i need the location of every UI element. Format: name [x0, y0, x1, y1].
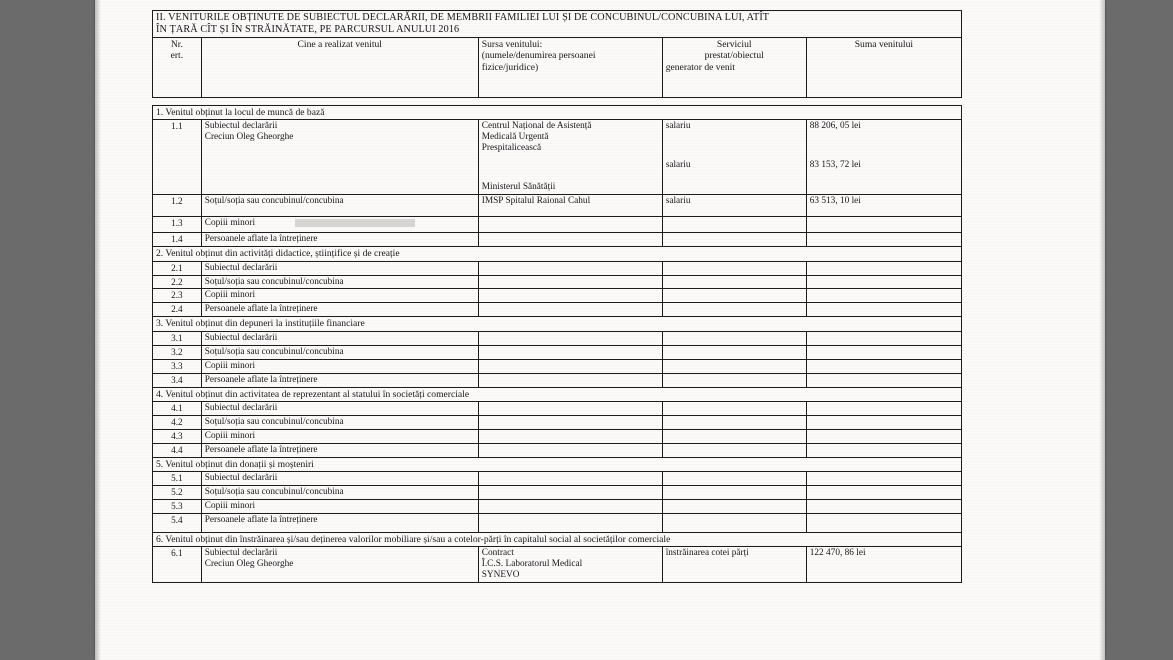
row-service	[662, 373, 806, 387]
section-heading-1-label: 1. Venitul obținut la locul de muncă de bază	[153, 106, 962, 120]
row-nr: 5.3	[153, 500, 202, 514]
row-source	[478, 217, 662, 233]
row-nr: 1.4	[153, 233, 202, 247]
row-service	[662, 514, 806, 533]
section-heading-1	[153, 106, 962, 120]
row-nr: 6.1	[153, 547, 202, 583]
row-who: Soțul/soția sau concubinul/concubina	[201, 486, 478, 500]
table-row	[153, 429, 962, 443]
row-nr: 3.4	[153, 373, 202, 387]
row-who: Subiectul declarării	[201, 401, 478, 415]
row-source	[478, 547, 662, 583]
row-sum	[806, 472, 961, 486]
row-source	[478, 401, 662, 415]
row-sum	[806, 359, 961, 373]
section-heading-2	[153, 247, 962, 261]
row-source	[478, 472, 662, 486]
table-row	[153, 275, 962, 289]
row-source-line1: Centrul Național de Asistență	[481, 121, 592, 132]
row-sum	[806, 275, 961, 289]
income-declaration-table	[152, 10, 962, 583]
row-source-line1: Contract	[481, 548, 514, 559]
table-row	[153, 303, 962, 317]
row-who: Copiii minori	[201, 500, 478, 514]
row-who-line2: Creciun Oleg Gheorghe	[204, 132, 294, 143]
row-who	[201, 120, 478, 195]
row-source	[478, 443, 662, 457]
row-who	[201, 217, 478, 233]
row-service	[662, 401, 806, 415]
section-heading-6	[153, 533, 962, 547]
row-sum	[806, 289, 961, 303]
row-nr: 5.2	[153, 486, 202, 500]
row-source	[478, 331, 662, 345]
row-service	[662, 345, 806, 359]
section-heading-5-label: 5. Venitul obținut din donații și moșteniri	[153, 457, 962, 471]
section-heading-5	[153, 457, 962, 471]
row-nr: 4.2	[153, 415, 202, 429]
row-who-line2: Creciun Oleg Gheorghe	[204, 559, 294, 570]
col-header-nr-line1: Nr.	[170, 39, 183, 51]
row-source	[478, 289, 662, 303]
row-who: Subiectul declarării	[201, 261, 478, 275]
row-who	[201, 547, 478, 583]
table-row	[153, 514, 962, 533]
row-sum: 63 513, 10 lei	[806, 195, 961, 217]
row-sum	[806, 514, 961, 533]
row-source-line2: Î.C.S. Laboratorul Medical	[481, 559, 583, 570]
row-who: Persoanele aflate la întreținere	[201, 514, 478, 533]
table-row	[153, 195, 962, 217]
row-source-line4: Ministerul Sănătății	[481, 182, 556, 193]
col-header-sum: Suma venitului	[806, 38, 961, 98]
table-row	[153, 261, 962, 275]
row-who: Copiii minori	[201, 289, 478, 303]
row-service	[662, 261, 806, 275]
row-who: Persoanele aflate la întreținere	[201, 373, 478, 387]
row-nr: 3.2	[153, 345, 202, 359]
row-who-line1: Subiectul declarării	[204, 121, 278, 132]
row-nr: 1.3	[153, 217, 202, 233]
row-service: salariu	[662, 195, 806, 217]
row-who: Persoanele aflate la întreținere	[201, 233, 478, 247]
section-heading-4-label: 4. Venitul obținut din activitatea de reprezentant al statului în societăți comerciale	[153, 387, 962, 401]
row-service	[662, 120, 806, 195]
row-who: Persoanele aflate la întreținere	[201, 443, 478, 457]
row-sum	[806, 217, 961, 233]
row-who: Soțul/soția sau concubinul/concubina	[201, 275, 478, 289]
row-sum	[806, 429, 961, 443]
row-who: Persoanele aflate la întreținere	[201, 303, 478, 317]
row-source	[478, 429, 662, 443]
row-source-line3: Prespitalicească	[481, 143, 542, 154]
row-source	[478, 500, 662, 514]
row-nr: 2.2	[153, 275, 202, 289]
redaction-bar	[295, 219, 415, 227]
row-service	[662, 443, 806, 457]
row-source	[478, 345, 662, 359]
row-service	[662, 429, 806, 443]
row-nr: 5.1	[153, 472, 202, 486]
col-header-service-line3: generator de venit	[665, 61, 735, 73]
row-sum	[806, 120, 961, 195]
row-nr: 1.2	[153, 195, 202, 217]
row-who: Copiii minori	[201, 359, 478, 373]
row-sum	[806, 345, 961, 359]
table-row	[153, 217, 962, 233]
table-row	[153, 547, 962, 583]
table-row	[153, 443, 962, 457]
row-source	[478, 359, 662, 373]
row-source	[478, 514, 662, 533]
table-title-line2: ÎN ȚARĂ CÎT ȘI ÎN STRĂINĂTATE, PE PARCURSUL ANULUI 2016	[156, 24, 460, 36]
row-sum	[806, 233, 961, 247]
section-heading-4	[153, 387, 962, 401]
row-sum	[806, 500, 961, 514]
section-heading-2-label: 2. Venitul obținut din activități didactice, științifice și de creație	[153, 247, 962, 261]
row-sum: 122 470, 86 lei	[806, 547, 961, 583]
row-sum	[806, 486, 961, 500]
col-header-service-line2: prestat/obiectul	[704, 50, 764, 62]
row-nr: 3.3	[153, 359, 202, 373]
table-header-row	[153, 38, 962, 98]
row-source	[478, 303, 662, 317]
row-service	[662, 331, 806, 345]
row-nr: 2.4	[153, 303, 202, 317]
row-sum	[806, 401, 961, 415]
col-header-service	[662, 38, 806, 98]
row-who: Soțul/soția sau concubinul/concubina	[201, 195, 478, 217]
row-service	[662, 289, 806, 303]
row-service	[662, 233, 806, 247]
row-sum	[806, 303, 961, 317]
row-nr: 5.4	[153, 514, 202, 533]
table-row	[153, 472, 962, 486]
row-who: Subiectul declarării	[201, 472, 478, 486]
table-row	[153, 486, 962, 500]
row-sum	[806, 331, 961, 345]
row-service	[662, 303, 806, 317]
row-sum	[806, 443, 961, 457]
table-row	[153, 289, 962, 303]
row-sum	[806, 373, 961, 387]
row-service	[662, 217, 806, 233]
row-who: Copiii minori	[201, 429, 478, 443]
row-source	[478, 373, 662, 387]
col-header-source-line1: Sursa venitului:	[481, 39, 543, 51]
row-sum	[806, 415, 961, 429]
row-nr: 1.1	[153, 120, 202, 195]
section-heading-3	[153, 317, 962, 331]
table-title-row	[153, 11, 962, 38]
row-sum-1: 88 206, 05 lei	[809, 121, 861, 132]
row-nr: 2.3	[153, 289, 202, 303]
row-who: Soțul/soția sau concubinul/concubina	[201, 415, 478, 429]
row-service	[662, 500, 806, 514]
page-left-shadow	[95, 0, 101, 660]
row-service	[662, 359, 806, 373]
spacer-row	[153, 98, 962, 106]
row-who: Subiectul declarării	[201, 331, 478, 345]
row-service	[662, 472, 806, 486]
table-title-line1: II. VENITURILE OBȚINUTE DE SUBIECTUL DECLARĂRII, DE MEMBRII FAMILIEI LUI ȘI DE CONCUBINUL/CONCUBINA LUI, ATÎT	[156, 12, 770, 23]
row-nr: 3.1	[153, 331, 202, 345]
page-right-shadow	[1099, 0, 1105, 660]
row-source	[478, 261, 662, 275]
row-sum-2: 83 153, 72 lei	[809, 160, 861, 171]
table-title	[153, 11, 962, 38]
row-who-line1: Subiectul declarării	[204, 548, 278, 559]
row-service-2: salariu	[665, 160, 691, 171]
row-source-line3: SYNEVO	[481, 570, 520, 581]
row-source	[478, 486, 662, 500]
table-row	[153, 233, 962, 247]
table-row	[153, 415, 962, 429]
row-service	[662, 486, 806, 500]
col-header-source	[478, 38, 662, 98]
col-header-who: Cine a realizat venitul	[201, 38, 478, 98]
section-heading-3-label: 3. Venitul obținut din depuneri la instituțiile financiare	[153, 317, 962, 331]
table-row	[153, 345, 962, 359]
row-sum	[806, 261, 961, 275]
col-header-nr	[153, 38, 202, 98]
table-row	[153, 359, 962, 373]
table-row	[153, 500, 962, 514]
col-header-service-line1: Serviciul	[716, 39, 752, 51]
row-nr: 4.1	[153, 401, 202, 415]
col-header-source-line3: fizice/juridice)	[481, 61, 539, 73]
row-source-line2: Medicală Urgentă	[481, 132, 549, 143]
table-row	[153, 373, 962, 387]
row-source: IMSP Spitalul Raional Cahul	[478, 195, 662, 217]
col-header-nr-line2: ert.	[170, 50, 184, 62]
row-service	[662, 275, 806, 289]
col-header-source-line2: (numele/denumirea persoanei	[481, 50, 596, 62]
row-source	[478, 120, 662, 195]
row-source	[478, 275, 662, 289]
table-row	[153, 401, 962, 415]
row-who-label: Copiii minori	[204, 218, 256, 229]
row-source	[478, 233, 662, 247]
row-service-1: salariu	[665, 121, 691, 132]
section-heading-6-label: 6. Venitul obținut din înstrăinarea și/sau deținerea valorilor mobiliare și/sau a cotelor-părți în capitalul social al societăților comerciale	[153, 533, 962, 547]
table-row	[153, 120, 962, 195]
row-nr: 4.4	[153, 443, 202, 457]
row-source	[478, 415, 662, 429]
table-row	[153, 331, 962, 345]
row-nr: 2.1	[153, 261, 202, 275]
row-who: Soțul/soția sau concubinul/concubina	[201, 345, 478, 359]
row-service	[662, 415, 806, 429]
row-nr: 4.3	[153, 429, 202, 443]
row-service: înstrăinarea cotei părți	[662, 547, 806, 583]
